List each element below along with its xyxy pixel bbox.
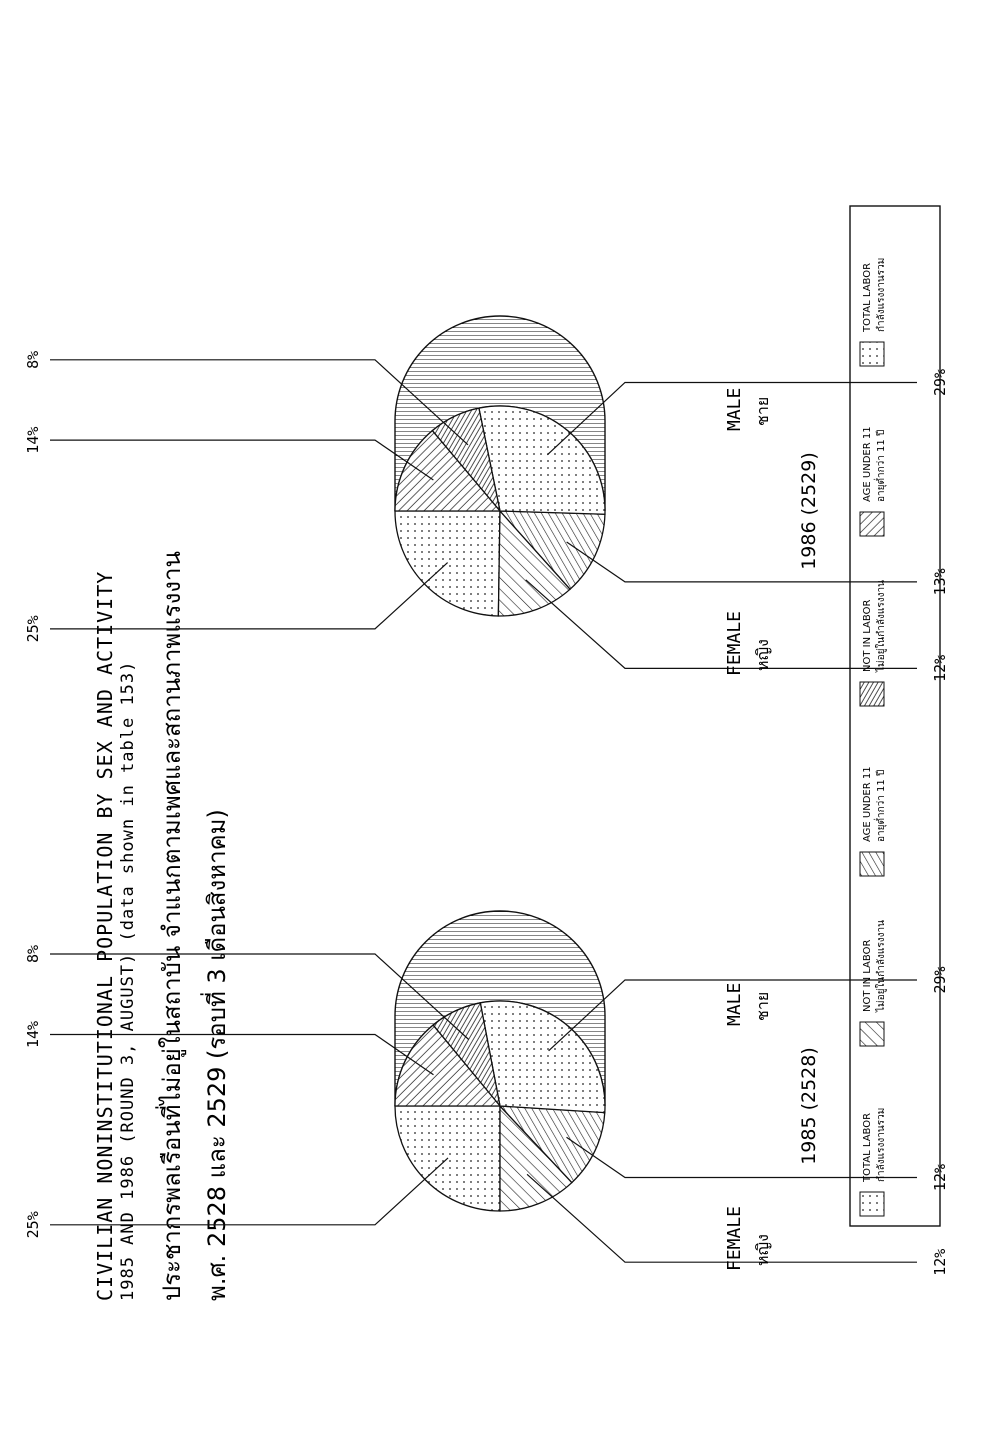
legend-swatch xyxy=(860,852,884,876)
legend-label-thai: ไม่อยู่ในกำลังแรงงาน xyxy=(876,580,887,672)
legend-item xyxy=(860,258,887,366)
title-line-1: CIVILIAN NONINSTITUTIONAL POPULATION BY SEX AND ACTIVITY xyxy=(93,570,117,1301)
legend-item xyxy=(860,580,887,706)
slice-percent-label: 29% xyxy=(931,966,949,994)
legend-label: TOTAL LABOR xyxy=(862,262,873,332)
legend-label: AGE UNDER 11 xyxy=(862,766,873,842)
legend-swatch xyxy=(860,1022,884,1046)
slice-percent-label: 25% xyxy=(24,615,42,643)
male-label: MALE xyxy=(724,982,745,1026)
slice-percent-label: 13% xyxy=(931,568,949,596)
legend-label: NOT IN LABOR xyxy=(862,939,873,1012)
slice-percent-label: 12% xyxy=(931,654,949,682)
legend-label-thai: กำลังแรงงานรวม xyxy=(876,257,887,332)
leader-line xyxy=(526,580,917,669)
slice-percent-label: 14% xyxy=(24,1020,42,1049)
title-thai-line-2: พ.ศ. 2528 และ 2529 (รอบที่ 3 เดือนสิงหาคม) xyxy=(203,809,231,1301)
female-label: FEMALE xyxy=(724,1205,745,1271)
leader-line xyxy=(567,542,917,582)
leader-line xyxy=(50,440,433,480)
year-label: 1985 (2528) xyxy=(798,1047,820,1165)
female-label: FEMALE xyxy=(724,610,745,676)
legend-item xyxy=(860,920,887,1046)
legend-label: AGE UNDER 11 xyxy=(862,426,873,502)
legend-label-thai: กำลังแรงงานรวม xyxy=(876,1107,887,1182)
leader-line xyxy=(527,1174,917,1262)
slice-percent-label: 29% xyxy=(931,368,949,397)
legend-swatch xyxy=(860,342,884,366)
legend-label-thai: อายุต่ำกว่า 11 ปี xyxy=(876,769,887,842)
slice-percent-label: 12% xyxy=(931,1248,949,1276)
male-thai-label: ชาย xyxy=(753,396,772,426)
legend-label: TOTAL LABOR xyxy=(862,1112,873,1182)
legend-item xyxy=(860,426,887,536)
pie-slice xyxy=(395,511,500,616)
title-thai-line-1: ประชากรพลเรือนที่ไม่อยู่ในสถาบัน จำแนกตามเพศและสถานภาพแรงงาน xyxy=(158,551,186,1301)
legend-item xyxy=(860,766,887,876)
legend-swatch xyxy=(860,682,884,706)
year-label: 1986 (2529) xyxy=(798,452,820,570)
legend-label-thai: อายุต่ำกว่า 11 ปี xyxy=(876,429,887,502)
slice-percent-label: 8% xyxy=(24,350,42,369)
legend-item xyxy=(860,1108,887,1216)
slice-percent-label: 8% xyxy=(24,944,42,964)
title-line-2: 1985 AND 1986 (ROUND 3, AUGUST) (data shown in table 153) xyxy=(118,660,138,1301)
male-thai-label: ชาย xyxy=(753,991,772,1021)
legend xyxy=(850,206,940,1226)
male-label: MALE xyxy=(724,387,745,431)
legend-label: NOT IN LABOR xyxy=(862,599,873,672)
legend-swatch xyxy=(860,1192,884,1216)
slice-percent-label: 12% xyxy=(931,1163,949,1192)
legend-label-thai: ไม่อยู่ในกำลังแรงงาน xyxy=(876,920,887,1012)
legend-swatch xyxy=(860,512,884,536)
female-thai-label: หญิง xyxy=(753,639,772,671)
female-thai-label: หญิง xyxy=(753,1234,772,1266)
slice-percent-label: 14% xyxy=(24,426,42,454)
slice-percent-label: 25% xyxy=(24,1211,42,1239)
